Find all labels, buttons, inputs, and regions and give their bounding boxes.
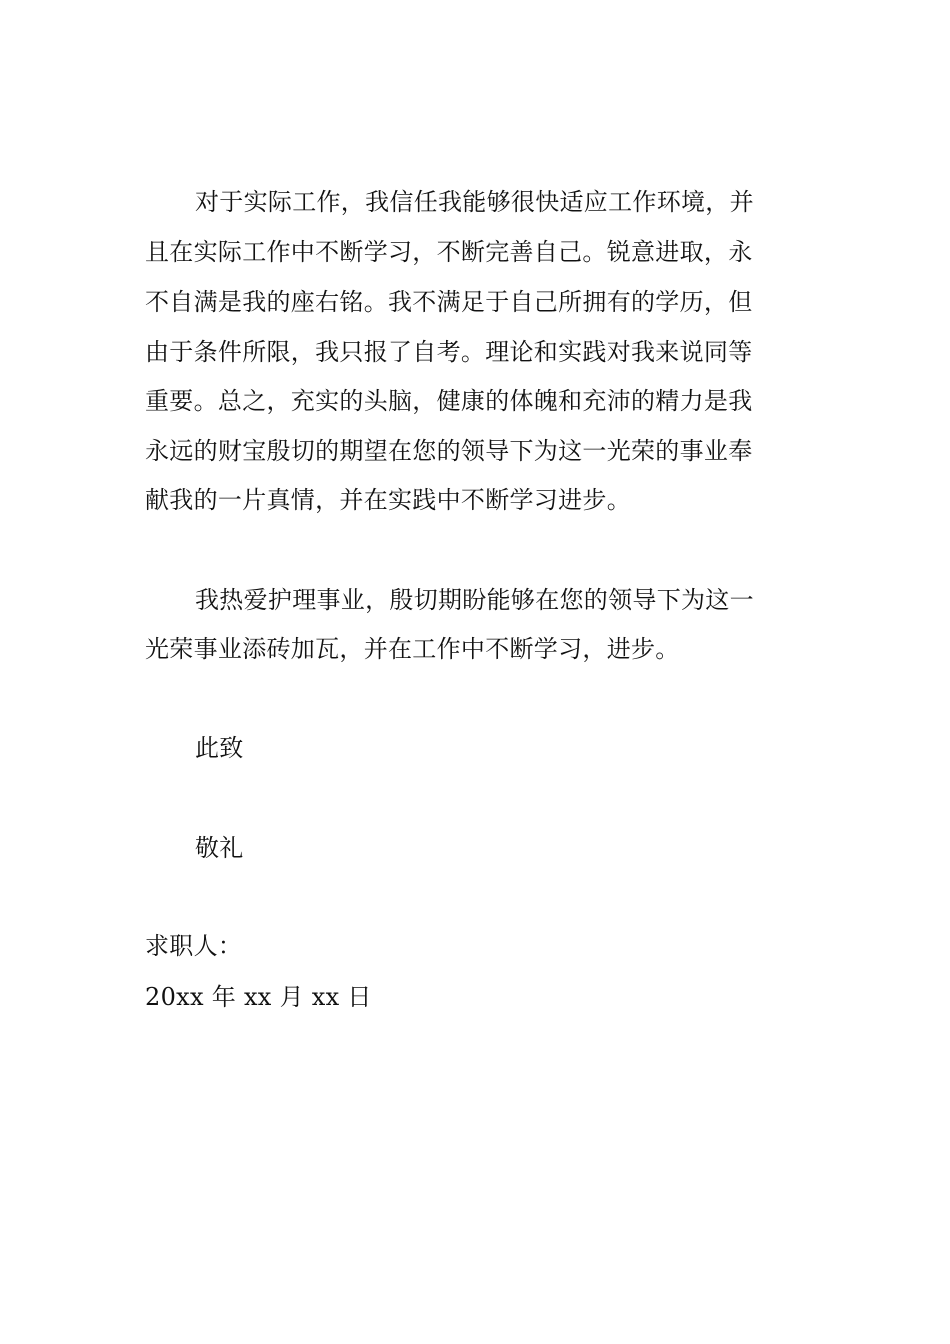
paragraph-1-line-2: 且在实际工作中不断学习，不断完善自己。锐意进取，永 <box>145 238 753 266</box>
paragraph-1-line-6: 永远的财宝殷切的期望在您的领导下为这一光荣的事业奉 <box>145 437 753 465</box>
paragraph-1-line-1: 对于实际工作，我信任我能够很快适应工作环境，并 <box>195 188 754 216</box>
paragraph-2-line-1: 我热爱护理事业，殷切期盼能够在您的领导下为这一 <box>195 586 754 614</box>
applicant-label: 求职人： <box>145 932 243 960</box>
letter-date: 20xx 年 xx 月 xx 日 <box>145 983 372 1011</box>
paragraph-1-line-5: 重要。总之，充实的头脑，健康的体魄和充沛的精力是我 <box>145 387 753 415</box>
paragraph-1-line-4: 由于条件所限，我只报了自考。理论和实践对我来说同等 <box>145 338 753 366</box>
paragraph-1-line-7: 献我的一片真情，并在实践中不断学习进步。 <box>145 486 631 514</box>
paragraph-1-line-3: 不自满是我的座右铭。我不满足于自己所拥有的学历，但 <box>145 288 753 316</box>
closing-salutation: 此致 <box>195 734 244 762</box>
paragraph-2-line-2: 光荣事业添砖加瓦，并在工作中不断学习，进步。 <box>145 635 680 663</box>
closing-regards: 敬礼 <box>195 834 244 862</box>
